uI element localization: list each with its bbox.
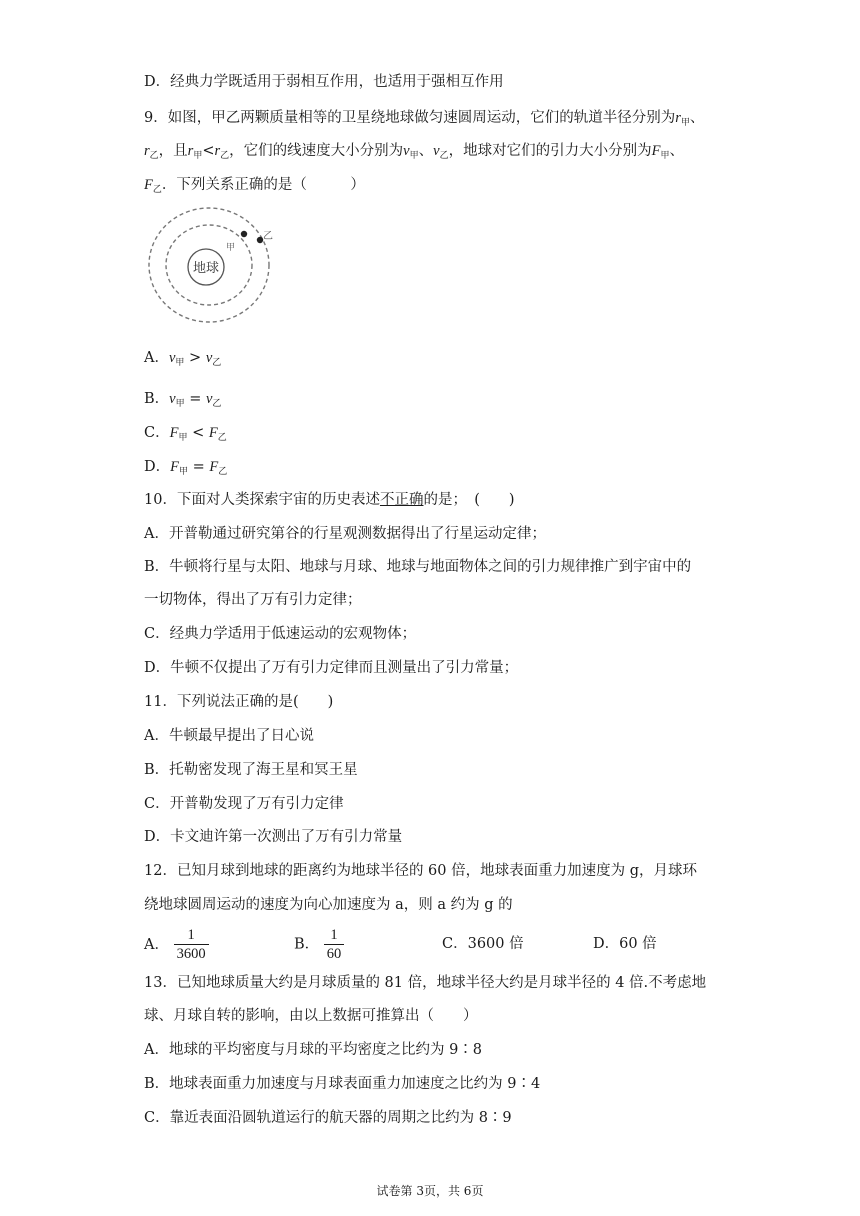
q11-option-a: A．牛顿最早提出了日心说: [144, 728, 314, 744]
q13-stem-line1: 13．已知地球质量大约是月球质量的 81 倍，地球半径大约是月球半径的 4 倍.不考虑地: [144, 975, 707, 991]
q8-option-d: D．经典力学既适用于弱相互作用，也适用于强相互作用: [144, 74, 504, 90]
q13-option-b: B．地球表面重力加速度与月球表面重力加速度之比约为 9∶4: [144, 1076, 541, 1092]
q10-option-c: C．经典力学适用于低速运动的宏观物体；: [144, 626, 417, 642]
page-footer: 试卷第 3页，共 6页: [376, 1184, 484, 1198]
q10-option-b-line2: 一切物体，得出了万有引力定律；: [144, 592, 362, 608]
orbit-figure: [144, 205, 274, 327]
q12-option-d: D．60 倍: [593, 936, 657, 952]
q13-option-a: A．地球的平均密度与月球的平均密度之比约为 9∶8: [144, 1042, 483, 1058]
q11-option-b: B．托勒密发现了海王星和冥王星: [144, 762, 358, 778]
q12-option-a: A． $\frac{1}{3600}$: [144, 937, 209, 953]
q13-option-c: C．靠近表面沿圆轨道运行的航天器的周期之比约为 8∶9: [144, 1110, 512, 1126]
q10-option-a: A．开普勒通过研究第谷的行星观测数据得出了行星运动定律；: [144, 526, 546, 542]
q12-stem-line2: 绕地球圆周运动的速度为向心加速度为 a，则 a 约为 g 的: [144, 897, 513, 913]
q10-option-d: D．牛顿不仅提出了万有引力定律而且测量出了引力常量；: [144, 660, 519, 676]
q9-option-b: B．$v_甲 = v_乙$: [144, 391, 222, 409]
q12-stem-line1: 12．已知月球到地球的距离约为地球半径的 60 倍，地球表面重力加速度为 g，月球环: [144, 863, 698, 879]
fraction-1-3600: $\frac{1}{3600}$: [174, 926, 209, 963]
satellite-jia: [241, 231, 247, 237]
q10-option-b-line1: B．牛顿将行星与太阳、地球与月球、地球与地面物体之间的引力规律推广到宇宙中的: [144, 559, 692, 575]
q12-option-c: C．3600 倍: [442, 936, 524, 952]
earth-label: 地球: [192, 261, 220, 276]
q12-option-b: B． $\frac{1}{60}$: [294, 926, 344, 963]
fraction-1-60: $\frac{1}{60}$: [324, 926, 345, 963]
q9-option-c: C．$F_甲 < F_乙$: [144, 425, 227, 443]
q9-option-d: D．$F_甲 = F_乙$: [144, 459, 228, 477]
q9-stem-line3: $F_乙$．下列关系正确的是（ ）: [144, 177, 365, 195]
q13-stem-line2: 球、月球自转的影响，由以上数据可推算出（ ）: [144, 1008, 478, 1024]
satellite-jia-label: 甲: [226, 243, 236, 253]
q9-option-a: A．$v_甲 > v_乙$: [144, 350, 222, 368]
q12-options: [144, 926, 657, 963]
satellite-yi-label: 乙: [263, 231, 273, 242]
q9-stem-line2: $r_乙$，且$r_甲<r_乙$，它们的线速度大小分别为$v_甲$、$v_乙$，地球对它们的引力大小分别为$F_甲$、: [144, 143, 684, 161]
q10-stem: 10．下面对人类探索宇宙的历史表述不正确的是； ( ): [144, 492, 515, 508]
q11-stem: 11．下列说法正确的是( ): [144, 694, 334, 710]
q11-option-c: C．开普勒发现了万有引力定律: [144, 796, 344, 812]
q9-stem-line1: 9．如图，甲乙两颗质量相等的卫星绕地球做匀速圆周运动，它们的轨道半径分别为$r_甲$、: [144, 110, 705, 128]
q11-option-d: D．卡文迪许第一次测出了万有引力常量: [144, 829, 403, 845]
